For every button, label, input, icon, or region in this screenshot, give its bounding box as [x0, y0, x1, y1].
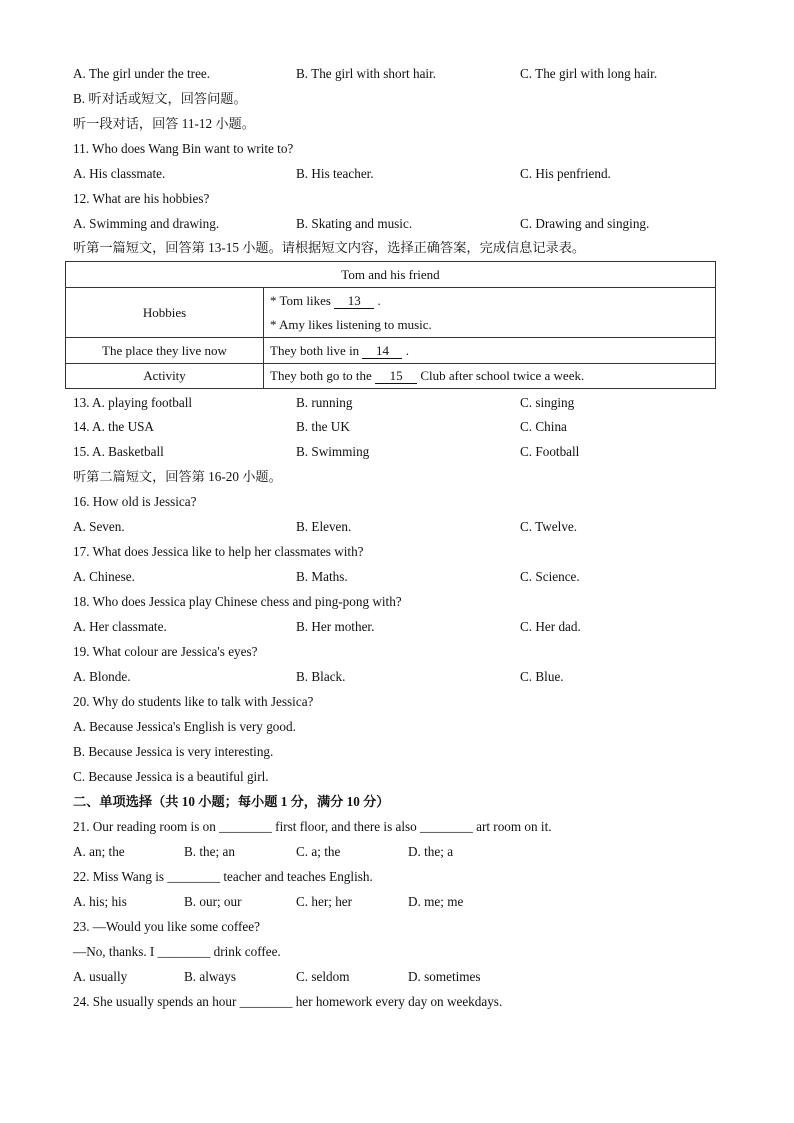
activity-text: They both go to the: [270, 368, 376, 383]
option-b: B. our; our: [184, 894, 242, 909]
blank-13: 13: [334, 293, 374, 309]
option-a: A. usually: [73, 969, 128, 984]
dialogue-instruction: 听一段对话，回答 11-12 小题。: [73, 116, 255, 131]
option-b: B. Maths.: [296, 569, 348, 584]
option-a: 15. A. Basketball: [73, 444, 164, 459]
amy-hobby-line: * Amy likes listening to music.: [270, 316, 432, 332]
row-label-hobbies: Hobbies: [66, 288, 264, 338]
option-d: D. me; me: [408, 894, 464, 909]
place-text: They both live in: [270, 342, 363, 358]
option-a: 14. A. the USA: [73, 419, 154, 434]
activity-line: [264, 364, 716, 389]
option-b: B. Swimming: [296, 444, 370, 459]
row-label-activity: Activity: [66, 364, 264, 389]
question-23: 23. —Would you like some coffee?: [73, 919, 260, 934]
option-b: B. the; an: [184, 844, 235, 859]
option-c: C. Her dad.: [520, 619, 581, 634]
option-a: A. The girl under the tree.: [73, 66, 211, 81]
option-a: 13. A. playing football: [73, 395, 193, 410]
question-20: 20. Why do students like to talk with Jessica?: [73, 694, 314, 709]
tom-hobby-line: [270, 289, 709, 313]
q20-option-c: C. Because Jessica is a beautiful girl.: [73, 769, 269, 784]
option-a: A. Chinese.: [73, 569, 135, 584]
option-b: B. Eleven.: [296, 519, 352, 534]
question-12: 12. What are his hobbies?: [73, 191, 210, 206]
question-22: 22. Miss Wang is ________ teacher and teaches English.: [73, 869, 373, 884]
option-c: C. Blue.: [520, 669, 564, 684]
option-c: C. Science.: [520, 569, 580, 584]
option-a: A. Her classmate.: [73, 619, 167, 634]
option-c: C. China: [520, 419, 567, 434]
blank-15: 15: [375, 368, 417, 384]
option-a: A. his; his: [73, 894, 127, 909]
question-11: 11. Who does Wang Bin want to write to?: [73, 141, 294, 156]
option-c: C. Football: [520, 444, 580, 459]
option-b: B. Skating and music.: [296, 216, 413, 231]
row-label-place: The place they live now: [66, 338, 264, 364]
q20-option-a: A. Because Jessica's English is very good.: [73, 719, 296, 734]
blank-14: 14: [362, 343, 402, 359]
table-title: Tom and his friend: [66, 262, 716, 288]
option-a: A. Swimming and drawing.: [73, 216, 220, 231]
option-c: C. seldom: [296, 969, 350, 984]
question-19: 19. What colour are Jessica's eyes?: [73, 644, 258, 659]
question-16: 16. How old is Jessica?: [73, 494, 197, 509]
question-24: 24. She usually spends an hour ________ her homework every day on weekdays.: [73, 994, 503, 1009]
question-21: 21. Our reading room is on ________ first floor, and there is also ________ art room on it.: [73, 819, 552, 834]
information-record-table: [65, 261, 716, 389]
option-a: A. Blonde.: [73, 669, 131, 684]
section-b-heading: B. 听对话或短文，回答问题。: [73, 91, 247, 106]
tom-hobby-text: * Tom likes: [270, 292, 335, 308]
option-a: A. Seven.: [73, 519, 125, 534]
option-c: C. singing: [520, 395, 575, 410]
option-c: C. her; her: [296, 894, 353, 909]
activity-end: Club after school twice a week.: [417, 368, 585, 383]
option-b: B. Black.: [296, 669, 346, 684]
option-b: B. His teacher.: [296, 166, 374, 181]
option-b: B. The girl with short hair.: [296, 66, 437, 81]
option-d: D. the; a: [408, 844, 454, 859]
option-b: B. the UK: [296, 419, 350, 434]
tom-hobby-end: .: [374, 292, 381, 308]
option-c: C. His penfriend.: [520, 166, 611, 181]
option-d: D. sometimes: [408, 969, 481, 984]
place-line: [264, 338, 716, 364]
question-18: 18. Who does Jessica play Chinese chess and ping-pong with?: [73, 594, 402, 609]
option-c: C. a; the: [296, 844, 341, 859]
option-b: B. always: [184, 969, 237, 984]
passage-2-instruction: 听第二篇短文，回答第 16-20 小题。: [73, 469, 282, 484]
section-2-heading: 二、单项选择（共 10 小题；每小题 1 分，满分 10 分）: [73, 794, 390, 809]
q20-option-b: B. Because Jessica is very interesting.: [73, 744, 274, 759]
option-c: C. Twelve.: [520, 519, 578, 534]
option-c: C. The girl with long hair.: [520, 66, 658, 81]
question-17: 17. What does Jessica like to help her classmates with?: [73, 544, 364, 559]
option-a: A. an; the: [73, 844, 125, 859]
option-b: B. Her mother.: [296, 619, 375, 634]
option-c: C. Drawing and singing.: [520, 216, 650, 231]
option-a: A. His classmate.: [73, 166, 166, 181]
passage-1-instruction: 听第一篇短文，回答第 13-15 小题。请根据短文内容，选择正确答案，完成信息记录表。: [73, 240, 586, 255]
place-end: .: [402, 342, 409, 358]
question-23-reply: —No, thanks. I ________ drink coffee.: [73, 944, 281, 959]
option-b: B. running: [296, 395, 353, 410]
